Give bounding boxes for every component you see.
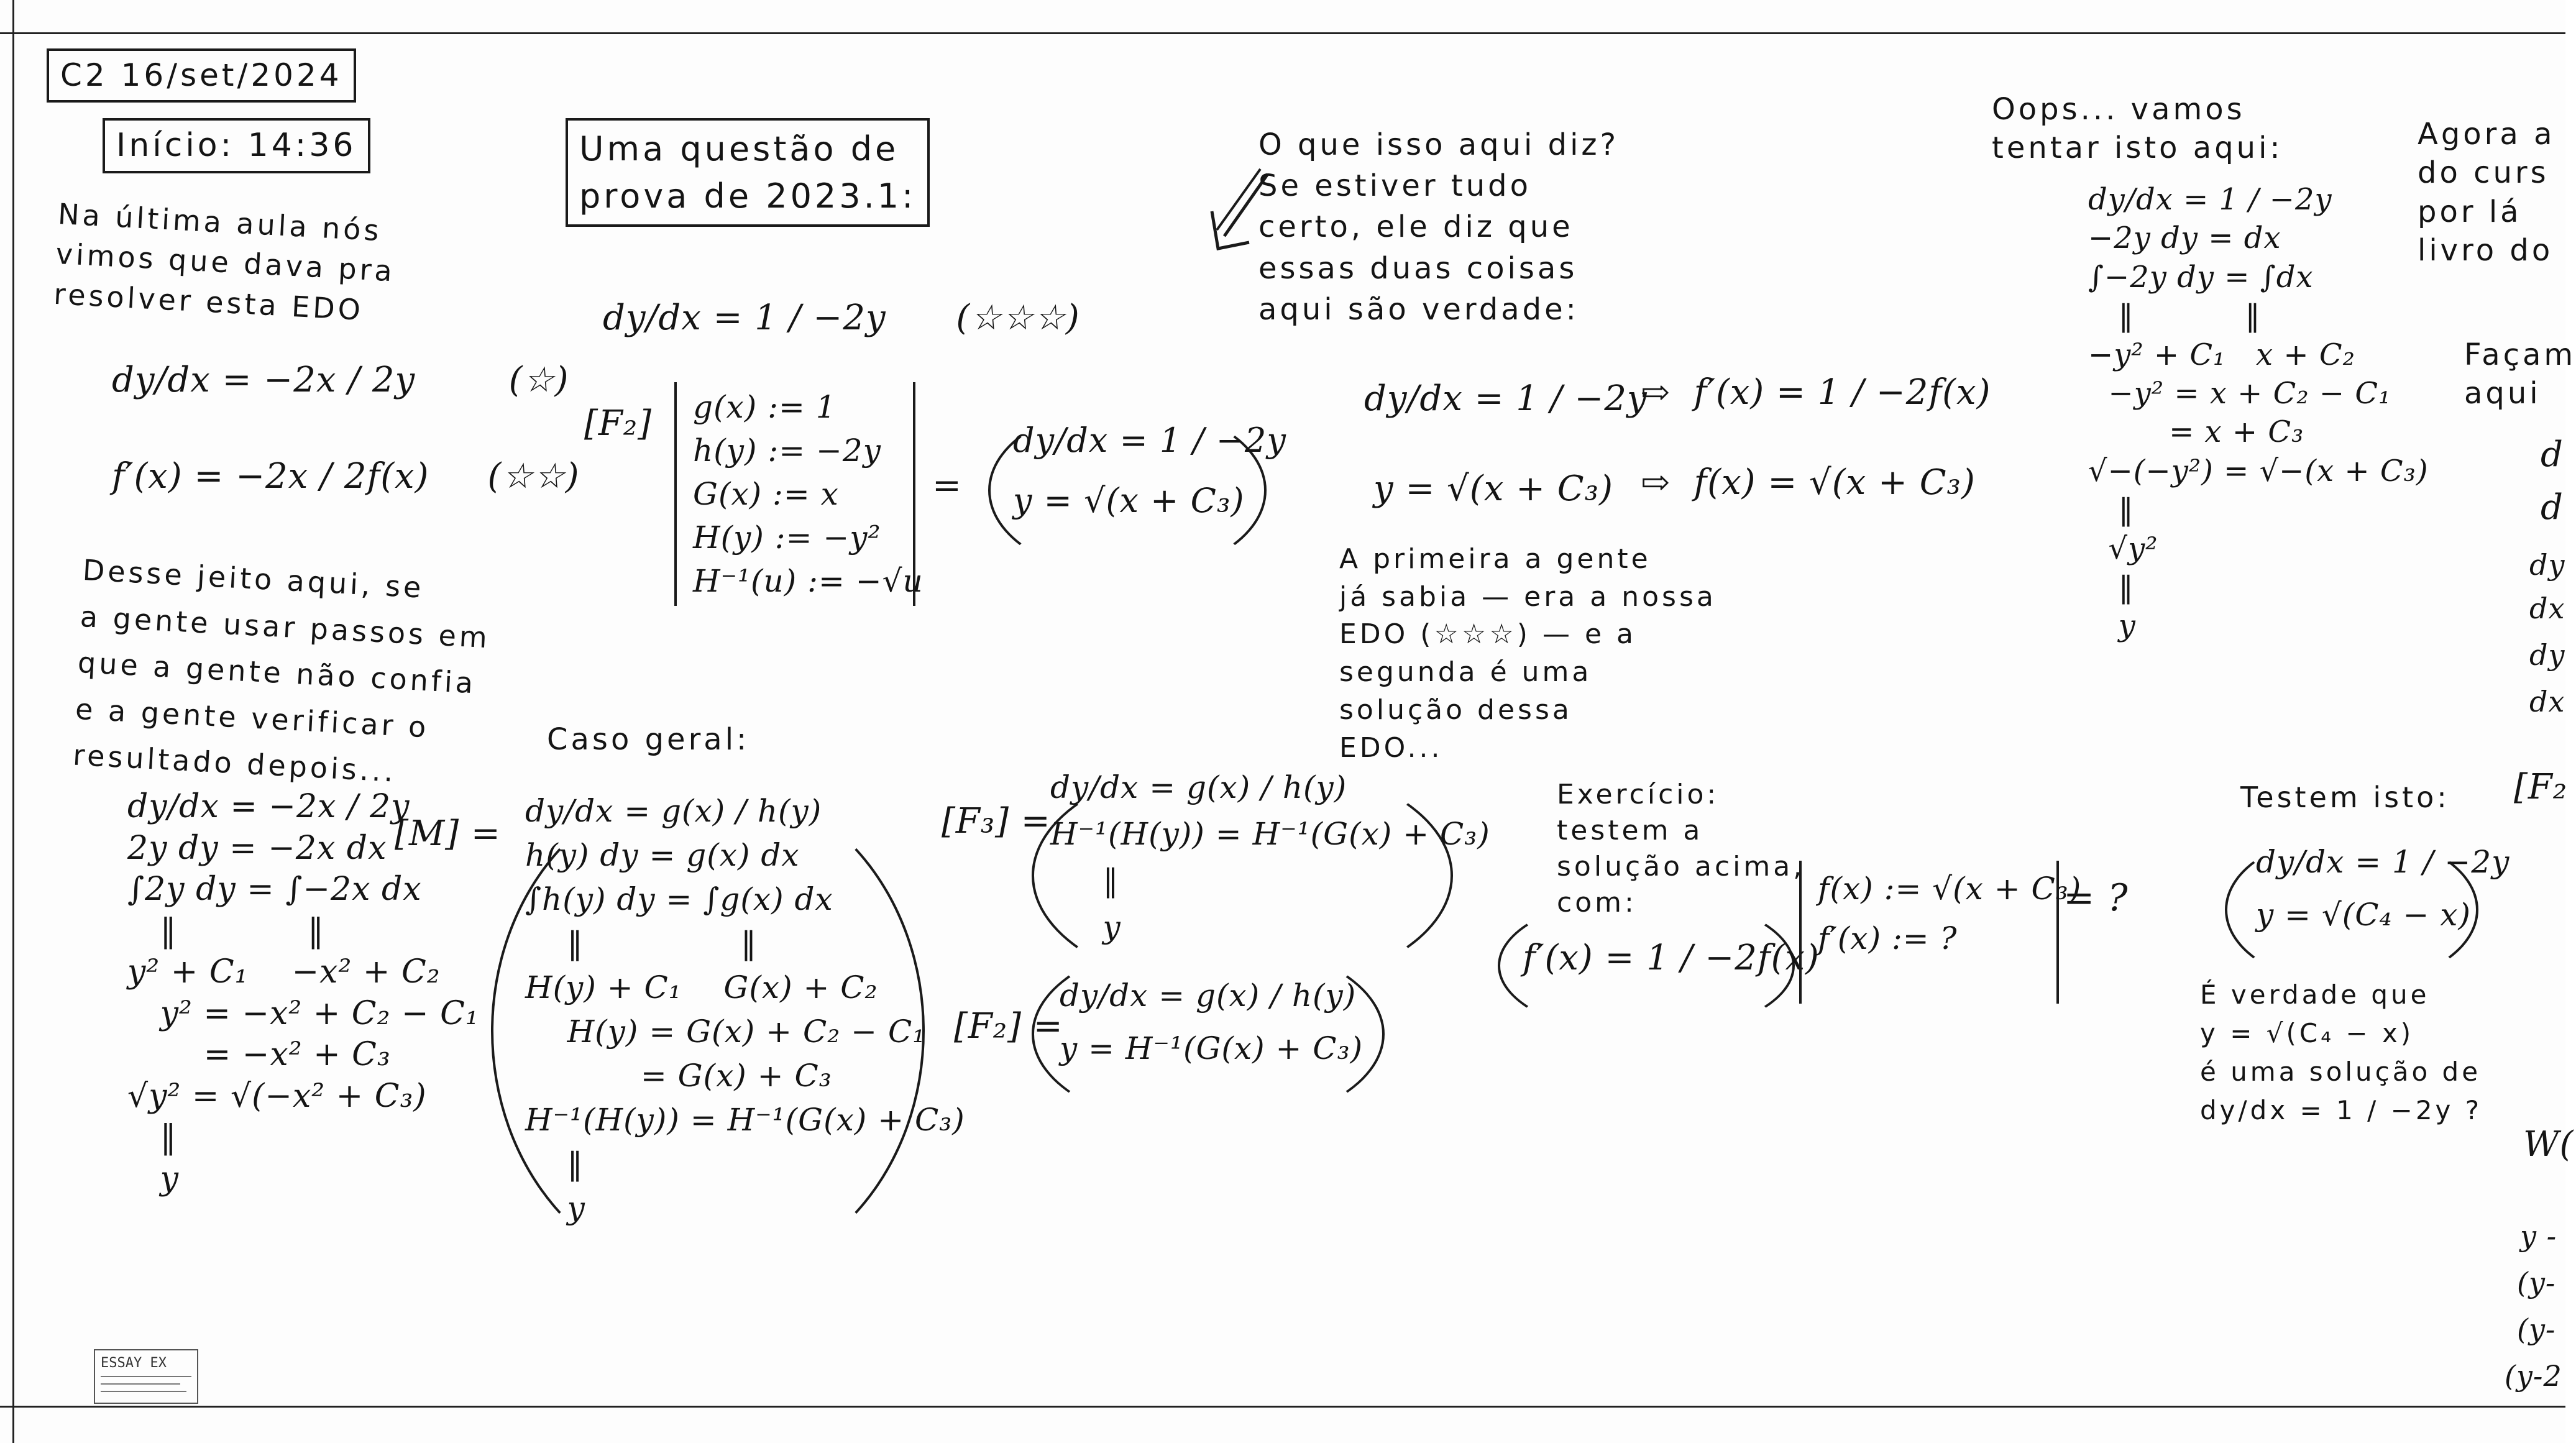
f2-general-label: [F₂] = [954, 1006, 1063, 1047]
question-title: Uma questão de prova de 2023.1: [566, 118, 930, 227]
f2-equals: = [932, 465, 962, 506]
meaning-implication2: ⇨ f(x) = √(x + C₃) [1641, 462, 1976, 503]
oops-text: Oops... vamos tentar isto aqui: [1992, 92, 2283, 166]
right-edge-text-2: Façam aqui [2464, 337, 2576, 411]
general-case-title: Caso geral: [547, 722, 750, 757]
right-edge-frag-d1: d [2541, 434, 2564, 475]
f2-label: [F₂] [584, 403, 652, 444]
meaning-question: O que isso aqui diz? Se estiver tudo certo, ele diz que essas duas coisas aqui são verdade: [1258, 127, 1620, 327]
right-edge-frag-d2: d [2541, 487, 2564, 528]
course-date: C2 16/set/2024 [47, 48, 356, 103]
start-time: Início: 14:36 [103, 118, 370, 173]
exercise-substitution: f(x) := √(x + C₃) f′(x) := ? [1818, 871, 2082, 956]
oops-steps: dy/dx = 1 / −2y −2y dy = dx ∫−2y dy = ∫dx ‖ ‖ −y² + C₁ x + C₂ −y² = x + C₂ − C₁ = x + C₃ √−(−y²) = √−(x + C₃) ‖ √y² ‖ y [2088, 182, 2429, 644]
right-edge-frag-y3: (y- [2517, 1312, 2556, 1346]
test-this-question: É verdade que y = √(C₄ − x) é uma solução de dy/dx = 1 / −2y ? [2200, 979, 2483, 1126]
meaning-note: A primeira a gente já sabia — era a nossa EDO (☆☆☆) — e a segunda é uma solução dessa EDO... [1339, 543, 1717, 764]
test-this-system: dy/dx = 1 / −2y y = √(C₄ − x) [2256, 844, 2510, 933]
test-this-title: Testem isto: [2240, 781, 2450, 814]
right-edge-frag-dy2: dy [2529, 638, 2565, 672]
method-m-label: [M] = [395, 813, 501, 854]
right-edge-frag-dy1: dy [2529, 548, 2565, 582]
right-edge-frag-y4: (y-2 [2505, 1359, 2562, 1393]
right-edge-frag-y2: (y- [2517, 1266, 2556, 1299]
intro-edo-star: dy/dx = −2x / 2y (☆) [112, 360, 569, 400]
intro-remark: Desse jeito aqui, se a gente usar passos em que a gente não confia e a gente verificar o resultado depois... [72, 552, 492, 789]
right-edge-frag-dx2: dx [2529, 685, 2565, 718]
f2-result: dy/dx = 1 / −2y y = √(x + C₃) [1013, 421, 1286, 521]
question-edo: dy/dx = 1 / −2y (☆☆☆) [603, 298, 1080, 338]
exercise-result: = ? [2063, 876, 2129, 920]
f2-definitions: g(x) := 1 h(y) := −2y G(x) := x H(y) := −y² H⁻¹(u) := −√u [693, 389, 924, 599]
f3-label: [F₃] = [942, 801, 1051, 841]
f2-general-steps: dy/dx = g(x) / h(y) y = H⁻¹(G(x) + C₃) [1060, 978, 1364, 1066]
exercise-edo: f′(x) = 1 / −2f(x) [1523, 938, 1820, 978]
intro-edo-two-star: f′(x) = −2x / 2f(x) (☆☆) [112, 456, 580, 497]
top-border-line [0, 32, 2565, 34]
meaning-implication1: ⇨ f′(x) = 1 / −2f(x) [1641, 372, 1991, 413]
general-case-steps: dy/dx = g(x) / h(y) h(y) dy = g(x) dx ∫h(y) dy = ∫g(x) dx ‖ ‖ H(y) + C₁ G(x) + C₂ H(y) = G(x) + C₂ − C₁ = G(x) + C₃ H⁻¹(H(y)) = H⁻¹(G(x) + C₃) ‖ y [525, 793, 965, 1226]
right-edge-frag-f2: [F₂ [2514, 767, 2568, 807]
exercise-text: Exercício: testem a solução acima, com: [1557, 779, 1805, 919]
right-edge-frag-y1: y - [2520, 1219, 2557, 1253]
meaning-eq2: y = √(x + C₃) [1373, 469, 1613, 509]
method-m-steps: dy/dx = −2x / 2y 2y dy = −2x dx ∫2y dy = ∫−2x dx ‖ ‖ y² + C₁ −x² + C₂ y² = −x² + C₂ − C₁ = −x² + C₃ √y² = √(−x² + C₃) ‖ y [127, 788, 479, 1198]
right-edge-frag-dx1: dx [2529, 592, 2565, 625]
logo-label: ESSAY EX [101, 1355, 167, 1371]
right-edge-frag-w: W( [2523, 1124, 2574, 1165]
right-edge-text: Agora a do curs por lá livro do [2418, 117, 2555, 268]
bottom-border-line [0, 1406, 2565, 1408]
left-border-line [12, 0, 14, 1443]
meaning-eq1: dy/dx = 1 / −2y [1364, 378, 1648, 419]
whiteboard-logo-icon [93, 1349, 199, 1404]
intro-text: Na última aula nós vimos que dava pra resolver esta EDO [53, 196, 396, 327]
f3-steps: dy/dx = g(x) / h(y) H⁻¹(H(y)) = H⁻¹(G(x) + C₃) ‖ y [1050, 769, 1490, 945]
